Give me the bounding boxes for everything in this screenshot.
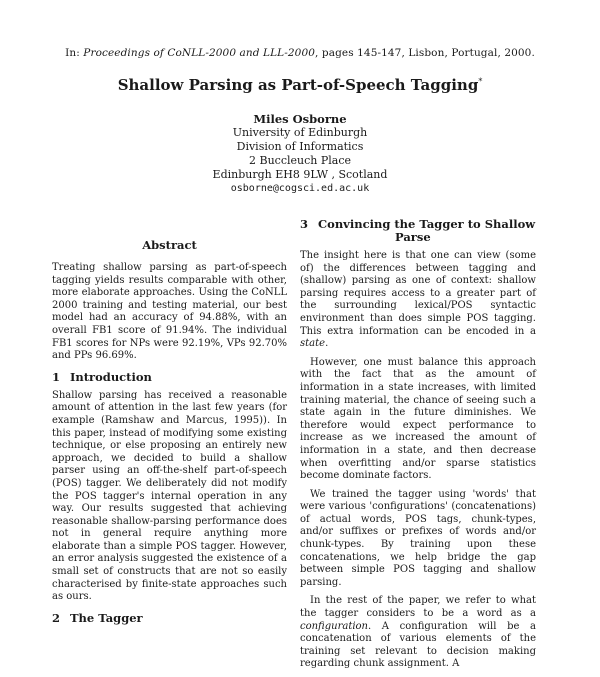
author-address-2: Edinburgh EH8 9LW , Scotland <box>212 168 388 181</box>
section-3-title-line-2: Parse <box>395 230 431 244</box>
author-block <box>0 112 600 196</box>
section-1-title: Introduction <box>70 369 152 384</box>
section-3-paragraph-1-a: The insight here is that one can view (some of) the differences between tagging and (shallow) parsing as one of context: shallow parsing requires access to a greater part of the surrounding lexical/POS syntactic environment than does simple POS tagging. This extra information can be encoded in a <box>300 250 536 337</box>
left-column <box>52 230 287 631</box>
section-3-paragraph-4-emphasis: configuration <box>300 620 368 632</box>
venue-suffix: , pages 145-147, Lisbon, Portugal, 2000. <box>315 47 535 59</box>
paper-title-text: Shallow Parsing as Part-of-Speech Tagging <box>117 76 479 94</box>
section-1-paragraph-1: Shallow parsing has received a reasonable amount of attention in the last few years (for example (Ramshaw and Marcus, 1995)). In this paper, instead of modifying some existing technique, or else proposing an entirely new approach, we decided to build a shallow parser using an off-the-shelf part-of-speech (POS) tagger. We deliberately did not modify the POS tagger's internal operation in any way. Our results suggested that achieving reasonable shallow-parsing performance does not in general require anything more elaborate than a simple POS tagger. However, an error analysis suggested the existence of a small set of constructs that are not so easily characterised by finite-state approaches such as ours. <box>52 389 287 603</box>
section-3-paragraph-4 <box>300 595 536 671</box>
section-2-heading <box>52 612 287 625</box>
author-name: Miles Osborne <box>253 112 347 126</box>
venue-line <box>0 47 600 59</box>
section-3-paragraph-1 <box>300 250 536 351</box>
abstract-heading: Abstract <box>142 238 197 252</box>
venue-proceedings: Proceedings of CoNLL-2000 and LLL-2000 <box>83 47 316 59</box>
section-3-number: 3 <box>300 217 309 231</box>
section-3-title-line-1: Convincing the Tagger to Shallow <box>318 217 536 231</box>
section-3-paragraph-4-a: In the rest of the paper, we refer to what the tagger considers to be a word as a <box>300 595 536 620</box>
section-3-heading <box>300 218 536 244</box>
right-column <box>300 218 536 677</box>
abstract-text: Treating shallow parsing as part-of-speech tagging yields results comparable with other, more elaborate approaches. Using the CoNLL 2000 training and testing material, our best model had an accuracy of 94.88%, with an overall FB1 score of 91.94%. The individual FB1 scores for NPs were 92.19%, VPs 92.70% and PPs 96.69%. <box>52 262 287 362</box>
section-3-paragraph-1-emphasis: state <box>300 338 326 350</box>
section-1-number: 1 <box>52 369 61 384</box>
section-3-paragraph-2: However, one must balance this approach with the fact that as the amount of information in a state increases, with limited training material, the chance of seeing such a state again in the future diminishes. We therefore would expect performance to increase as we increased the amount of information in a state, and then decrease when overfitting and/or sparse statistics become dominate factors. <box>300 356 536 482</box>
author-affiliation-2: Division of Informatics <box>236 140 364 153</box>
section-2-number: 2 <box>52 610 61 625</box>
section-3-paragraph-3: We trained the tagger using 'words' that were various 'configurations' (concatenations) of actual words, POS tags, chunk-types, and/or suffixes or prefixes of words and/or chunk-types. By training upon these concatenations, we help bridge the gap between simple POS tagging and shallow parsing. <box>300 488 536 588</box>
section-1-heading <box>52 371 287 384</box>
paper-title <box>0 76 600 94</box>
section-3-paragraph-4-b: . A configuration will be a concatenation of various elements of the training set relevant to decision making regarding chunk assignment. A <box>300 620 536 670</box>
venue-prefix: In: <box>65 47 80 59</box>
author-affiliation-1: University of Edinburgh <box>232 126 368 139</box>
section-2-title: The Tagger <box>70 610 143 625</box>
author-address-1: 2 Buccleuch Place <box>249 154 351 167</box>
title-footnote-mark: * <box>478 77 483 86</box>
author-email: osborne@cogsci.ed.ac.uk <box>230 183 370 194</box>
section-3-paragraph-1-b: . <box>325 338 329 350</box>
